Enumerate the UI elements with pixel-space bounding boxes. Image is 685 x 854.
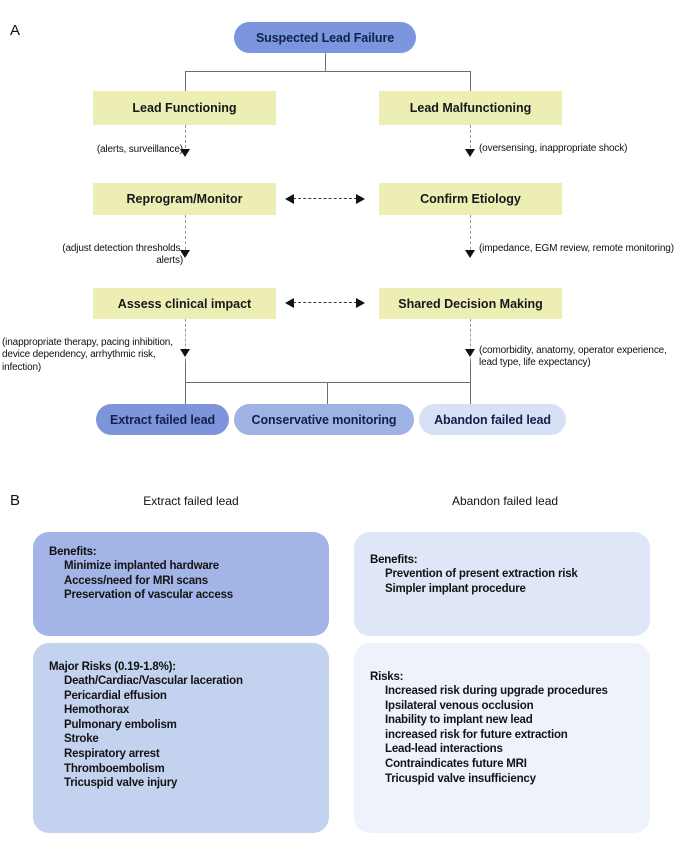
list-item: Respiratory arrest [64, 747, 160, 760]
arrow-right-head [356, 194, 365, 204]
list-item: Hemothorax [64, 704, 130, 717]
card-heading: Major Risks (0.19-1.8%): [49, 661, 176, 673]
card-extract-benefits [33, 532, 329, 636]
list-item: Tricuspid valve injury [64, 777, 178, 790]
node-lead-functioning: Lead Functioning [93, 91, 276, 125]
arrowhead-right-1 [465, 149, 475, 157]
node-assess-clinical-impact: Assess clinical impact [93, 288, 276, 319]
list-item: Contraindicates future MRI [385, 757, 527, 770]
card-heading: Benefits: [370, 554, 418, 566]
panel-b-letter: B [10, 492, 21, 509]
list-item: Increased risk during upgrade procedures [385, 685, 608, 697]
note-alerts-surveillance: (alerts, surveillance) [96, 144, 183, 155]
node-suspected-lead-failure: Suspected Lead Failure [234, 22, 416, 53]
panel-a-letter: A [10, 22, 21, 39]
list-item: Access/need for MRI scans [64, 574, 208, 587]
list-item: Stroke [64, 733, 99, 746]
panel-b-comparison [0, 470, 685, 854]
card-list [49, 674, 313, 791]
node-lead-malfunctioning: Lead Malfunctioning [379, 91, 562, 125]
column-title-abandon: Abandon failed lead [451, 494, 559, 508]
list-item: Minimize implanted hardware [64, 560, 219, 572]
card-abandon-risks [354, 643, 650, 833]
card-list [49, 559, 313, 603]
note-inappropriate-therapy: (inappropriate therapy, pacing inhibition, device dependency, arrhythmic risk, infection) [2, 337, 173, 373]
dashed-segment [293, 198, 357, 199]
connector-to-abandon [470, 382, 471, 404]
connector-merge-left-up [185, 361, 186, 382]
list-item: Prevention of present extraction risk [385, 568, 578, 580]
arrow-left-head [285, 194, 294, 204]
node-confirm-etiology: Confirm Etiology [379, 183, 562, 215]
list-item: Tricuspid valve insufficiency [385, 772, 536, 785]
note-impedance-egm: (impedance, EGM review, remote monitoring) [479, 243, 674, 254]
arrowhead-left-3 [180, 349, 190, 357]
connector-merge-right-up [470, 361, 471, 382]
link-assess-shared [285, 297, 365, 309]
list-item: increased risk for future extraction [385, 728, 568, 741]
outcome-conservative-monitoring: Conservative monitoring [234, 404, 414, 435]
arrowhead-right-2 [465, 250, 475, 258]
card-list [370, 567, 634, 596]
list-item: Ipsilateral venous occlusion [385, 699, 534, 712]
node-reprogram-monitor: Reprogram/Monitor [93, 183, 276, 215]
arrow-left-head [285, 298, 294, 308]
list-item: Pulmonary embolism [64, 718, 177, 731]
card-heading: Benefits: [49, 546, 97, 558]
note-comorbidity: (comorbidity, anatomy, operator experience, lead type, life expectancy) [479, 345, 667, 369]
connector-to-extract [185, 382, 186, 404]
dashed-segment [293, 302, 357, 303]
list-item: Inability to implant new lead [385, 714, 533, 727]
note-adjust-detection: (adjust detection thresholds, alerts) [62, 243, 183, 267]
list-item: Simpler implant procedure [385, 582, 526, 595]
card-extract-risks [33, 643, 329, 833]
node-shared-decision-making: Shared Decision Making [379, 288, 562, 319]
card-abandon-benefits [354, 532, 650, 636]
column-title-extract: Extract failed lead [143, 494, 239, 508]
connector-to-conservative [327, 382, 328, 404]
connector-right-2 [470, 215, 471, 255]
link-reprogram-confirm [285, 193, 365, 205]
connector-root-stem [325, 53, 326, 71]
connector-split-left [185, 71, 186, 91]
connector-split-bar [185, 71, 470, 72]
arrow-right-head [356, 298, 365, 308]
list-item: Lead-lead interactions [385, 743, 503, 756]
list-item: Preservation of vascular access [64, 589, 233, 602]
card-list [370, 684, 634, 786]
connector-split-right [470, 71, 471, 91]
arrowhead-right-3 [465, 349, 475, 357]
outcome-abandon-failed-lead: Abandon failed lead [419, 404, 566, 435]
list-item: Pericardial effusion [64, 689, 167, 702]
outcome-extract-failed-lead: Extract failed lead [96, 404, 229, 435]
card-heading: Risks: [370, 671, 404, 683]
note-oversensing: (oversensing, inappropriate shock) [479, 143, 628, 154]
connector-left-2 [185, 215, 186, 255]
list-item: Death/Cardiac/Vascular laceration [64, 675, 243, 687]
list-item: Thromboembolism [64, 762, 165, 775]
